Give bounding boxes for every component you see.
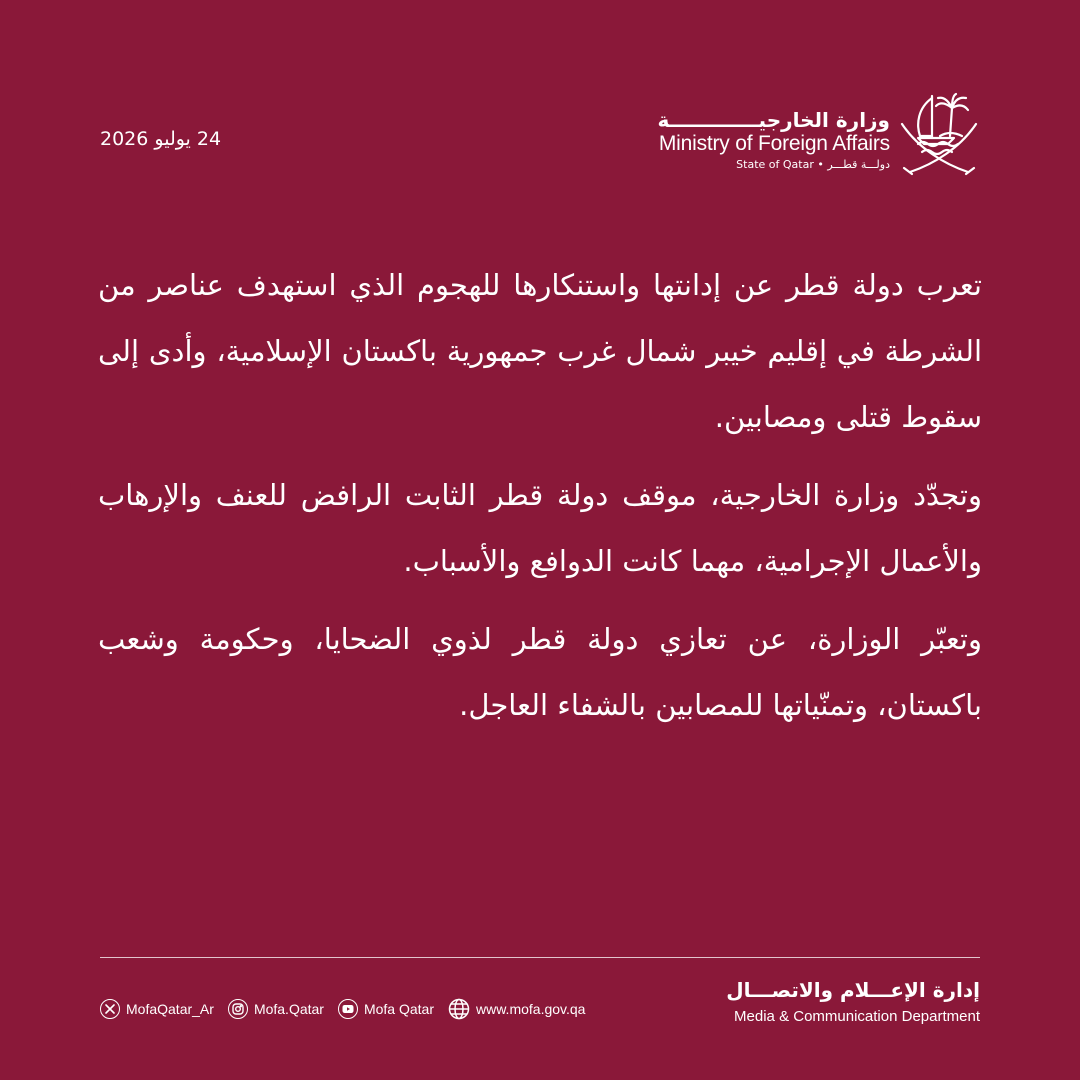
- social-label-youtube: Mofa Qatar: [363, 1001, 434, 1017]
- globe-icon: [448, 998, 470, 1020]
- x-icon: [100, 999, 120, 1019]
- instagram-icon: [228, 999, 248, 1019]
- department-name-english: Media & Communication Department: [734, 1008, 980, 1025]
- social-link-x[interactable]: [100, 999, 214, 1019]
- statement-paragraph-2: وتجدّد وزارة الخارجية، موقف دولة قطر الثابت الرافض للعنف والإرهاب والأعمال الإجرامية، مهما كانت الدوافع والأسباب.: [98, 478, 982, 578]
- social-link-website[interactable]: [448, 998, 585, 1020]
- department-signature: [726, 976, 980, 1030]
- department-name-arabic: إدارة الإعـــلام والاتصـــال: [726, 978, 980, 1002]
- social-link-youtube[interactable]: [338, 999, 434, 1019]
- social-label-x: MofaQatar_Ar: [126, 1001, 214, 1017]
- youtube-icon: [338, 999, 358, 1019]
- ministry-logo-text: [658, 108, 890, 174]
- social-label-website: www.mofa.gov.qa: [476, 1001, 586, 1017]
- statement-body: [98, 252, 982, 750]
- social-links: [100, 998, 585, 1020]
- ministry-name-english: Ministry of Foreign Affairs: [658, 132, 890, 155]
- social-label-instagram: Mofa.Qatar: [253, 1001, 324, 1017]
- statement-paragraph-3: وتعبّر الوزارة، عن تعازي دولة قطر لذوي الضحايا، وحكومة وشعب باكستان، وتمنّياتها للمصابين بالشفاء العاجل.: [98, 622, 982, 722]
- social-link-instagram[interactable]: [228, 999, 324, 1019]
- qatar-emblem-icon: [896, 86, 982, 178]
- statement-paragraph-1: تعرب دولة قطر عن إدانتها واستنكارها للهجوم الذي استهدف عناصر من الشرطة في إقليم خيبر شمال غرب جمهورية باكستان الإسلامية، وأدى إلى سقوط قتلى ومصابين.: [98, 268, 982, 434]
- footer-divider: [100, 957, 980, 958]
- statement-date: 24 يوليو 2026: [100, 128, 222, 150]
- ministry-name-arabic: وزارة الخارجيـــــــــــــة: [657, 108, 890, 132]
- ministry-subline: State of Qatar • دولـــة قطـــر: [736, 158, 890, 171]
